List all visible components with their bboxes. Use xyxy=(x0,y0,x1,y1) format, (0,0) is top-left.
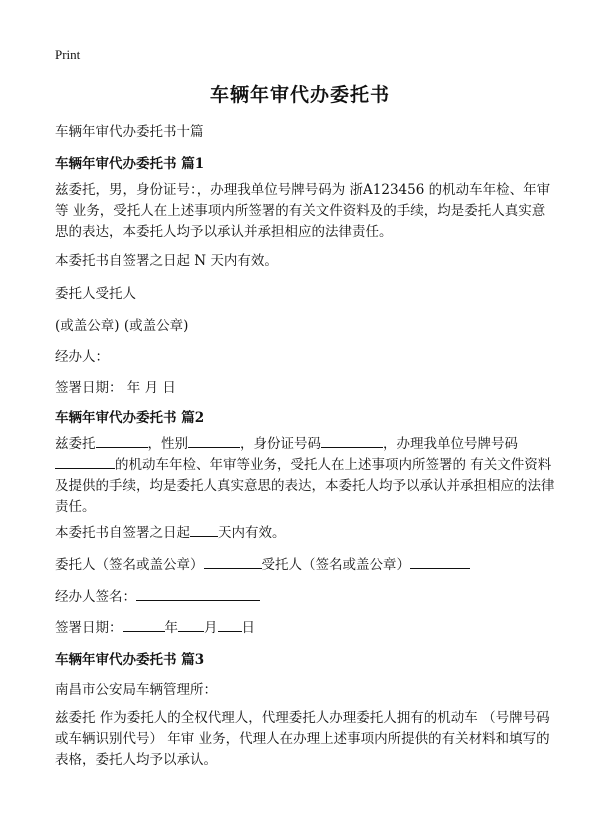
section-3-heading: 车辆年审代办委托书 篇3 xyxy=(55,652,205,668)
section-1-parties: 委托人受托人 xyxy=(55,286,136,302)
date-text: 月 xyxy=(204,620,218,636)
print-label[interactable]: Print xyxy=(55,47,81,62)
section-3-body: 兹委托 作为委托人的全权代理人，代理委托人办理委托人拥有的机动车 （号牌号码或车辆识别代号） 年审 业务，代理人在办理上述事项内所提供的有关材料和填写的表格，委托人均予以承认。 xyxy=(55,710,550,768)
blank-line xyxy=(218,618,242,632)
page-title: 车辆年审代办委托书 xyxy=(209,84,390,106)
blank-line xyxy=(55,455,115,469)
document-subtitle: 车辆年审代办委托书十篇 xyxy=(55,124,204,140)
validity-text: 本委托书自签署之日起 xyxy=(55,525,190,541)
section-2-body xyxy=(55,434,555,518)
section-1-seal: (或盖公章) (或盖公章) xyxy=(55,318,189,334)
body-part: 兹委托 xyxy=(55,436,96,452)
blank-line xyxy=(204,555,262,569)
section-1-validity: 本委托书自签署之日起 N 天内有效。 xyxy=(55,253,278,269)
body-part: 的机动车年检、年审等业务，受托人在上述事项内所签署的 有关文件资料及提供的手续，均是委托人真实意思的表达，本委托人均予以承认并承担相应的法律责任。 xyxy=(55,457,555,515)
section-2-handler xyxy=(55,585,260,605)
handler-text: 经办人签名： xyxy=(55,589,136,605)
section-1-heading: 车辆年审代办委托书 篇1 xyxy=(55,156,205,172)
date-text: 签署日期： xyxy=(55,620,123,636)
section-2-heading: 车辆年审代办委托书 篇2 xyxy=(55,410,205,426)
section-2-parties xyxy=(55,553,470,573)
section-2-validity xyxy=(55,521,286,541)
blank-line xyxy=(123,618,165,632)
date-text: 日 xyxy=(241,620,255,636)
section-1-body: 兹委托，男，身份证号：，办理我单位号牌号码为 浙A123456 的机动车年检、年审等 业务，受托人在上述事项内所签署的有关文件资料及的手续，均是委托人真实意思的表达，本委托人均予以承认并承担相应的法律责任。 xyxy=(55,182,551,240)
blank-line xyxy=(188,434,240,448)
blank-line xyxy=(178,618,204,632)
blank-line xyxy=(96,434,148,448)
section-1-date: 签署日期： 年 月 日 xyxy=(55,380,176,396)
section-2-date xyxy=(55,616,255,636)
blank-line xyxy=(190,523,218,537)
section-1-handler: 经办人： xyxy=(55,349,109,365)
body-part: ，身份证号码 xyxy=(240,436,321,452)
body-part: ，办理我单位号牌号码 xyxy=(383,436,518,452)
parties-text: 受托人（签名或盖公章） xyxy=(261,557,410,573)
parties-text: 委托人（签名或盖公章） xyxy=(55,557,204,573)
section-3-addressee: 南昌市公安局车辆管理所： xyxy=(55,682,217,698)
date-text: 年 xyxy=(164,620,178,636)
blank-line xyxy=(410,555,470,569)
blank-line xyxy=(136,587,260,601)
validity-text: 天内有效。 xyxy=(218,525,286,541)
blank-line xyxy=(321,434,383,448)
body-part: ，性别 xyxy=(147,436,188,452)
